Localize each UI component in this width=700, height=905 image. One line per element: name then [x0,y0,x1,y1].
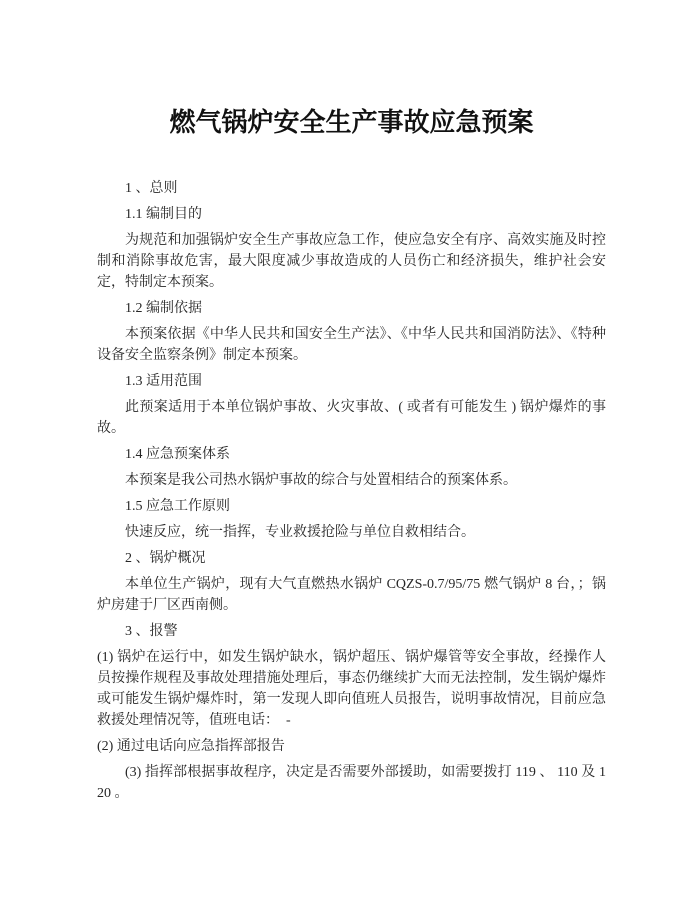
section-heading: 2 、锅炉概况 [125,551,206,566]
section-heading: 1.2 编制依据 [125,301,202,316]
paragraph: 本预案依据《中华人民共和国安全生产法》、《中华人民共和国消防法》、《特种设备安全监察条例》制定本预案。 [97,327,606,363]
paragraph: 快速反应，统一指挥，专业救援抢险与单位自救相结合。 [125,525,475,540]
paragraph: 为规范和加强锅炉安全生产事故应急工作，使应急安全有序、高效实施及时控制和消除事故危害，最大限度减少事故造成的人员伤亡和经济损失，维护社会安定，特制定本预案。 [97,233,606,290]
section-heading: 1.5 应急工作原则 [125,499,230,514]
paragraph: (2) 通过电话向应急指挥部报告 [97,739,285,754]
section-heading: 1 、总则 [125,181,178,196]
document-title: 燃气锅炉安全生产事故应急预案 [169,108,534,137]
paragraph: (3) 指挥部根据事故程序，决定是否需要外部援助，如需要拨打 119 、 110 及 120 。 [97,765,606,801]
paragraph: 此预案适用于本单位锅炉事故、火灾事故、( 或者有可能发生 ) 锅炉爆炸的事故。 [97,400,606,436]
paragraph: 本单位生产锅炉，现有大气直燃热水锅炉 CQZS-0.7/95/75 燃气锅炉 8 台，；锅炉房建于厂区西南侧。 [97,577,606,613]
section-heading: 1.3 适用范围 [125,374,202,389]
section-heading: 3 、报警 [125,624,178,639]
paragraph: 本预案是我公司热水锅炉事故的综合与处置相结合的预案体系。 [125,473,517,488]
section-heading: 1.4 应急预案体系 [125,447,230,462]
document-body [97,178,606,804]
paragraph: (1) 锅炉在运行中，如发生锅炉缺水，锅炉超压、锅炉爆管等安全事故，经操作人员按操作规程及事故处理措施处理后，事态仍继续扩大而无法控制，发生锅炉爆炸或可能发生锅炉爆炸时，第一发现人即向值班人员报告，说明事故情况，目前应急救援处理情况等，值班电话： - [97,650,606,728]
section-heading: 1.1 编制目的 [125,207,202,222]
